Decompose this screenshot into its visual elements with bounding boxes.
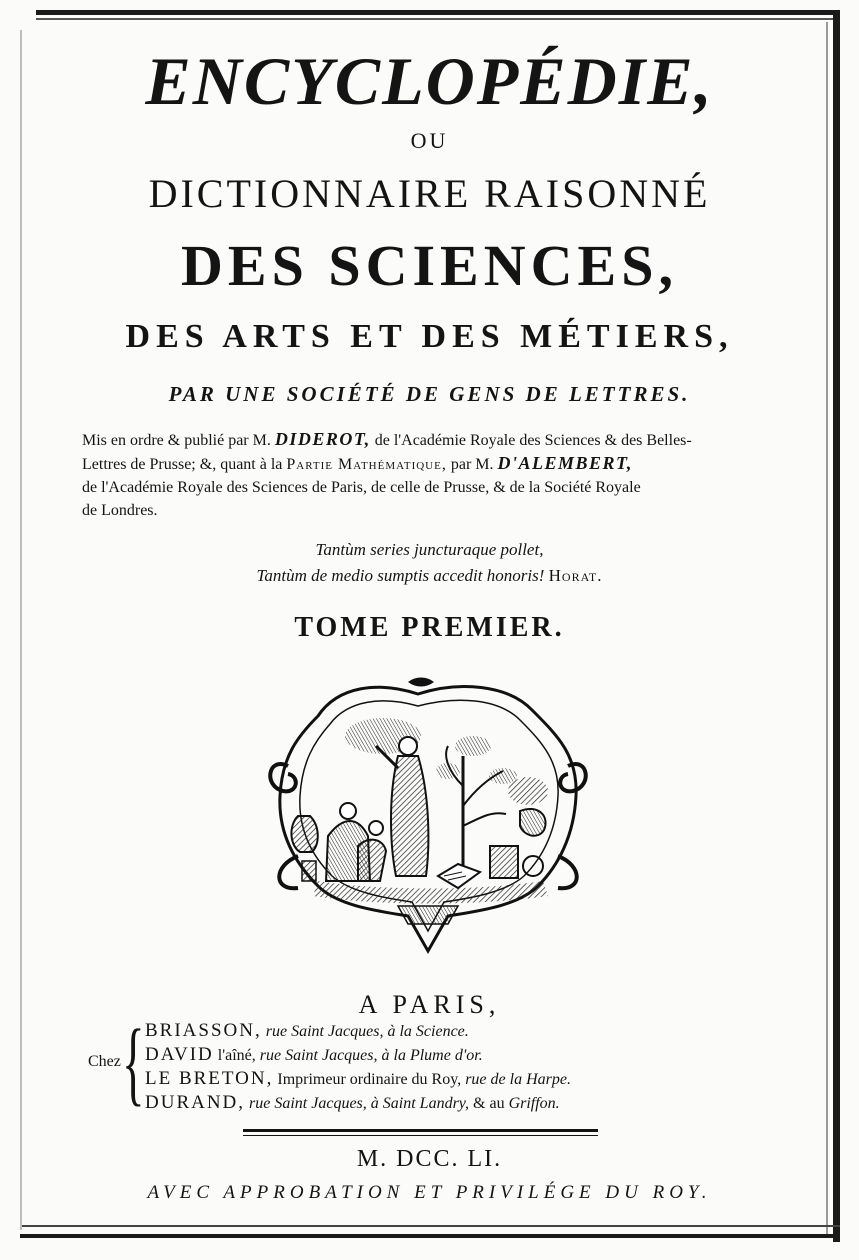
editorial-text: par M. [446, 456, 498, 473]
publisher-name: LE BRETON, [145, 1068, 274, 1089]
authors-line: PAR UNE SOCIÉTÉ DE GENS DE LETTRES. [168, 382, 691, 406]
epigraph-source: Horat. [548, 566, 603, 585]
subtitle-dictionnaire: DICTIONNAIRE RAISONNÉ [148, 171, 711, 216]
conjunction: OU [410, 128, 449, 153]
publisher-line [145, 1044, 483, 1066]
publisher-line [145, 1068, 571, 1090]
publisher-name: DAVID [145, 1044, 214, 1065]
publisher-address: rue Saint Jacques, à la Plume d'or. [255, 1047, 483, 1064]
publishers-prefix: Chez [88, 1053, 121, 1070]
editorial-text: de l'Académie Royale des Sciences & des Belles- [370, 432, 692, 449]
publisher-address: rue de la Harpe. [461, 1071, 571, 1088]
editor-name-dalembert: D'ALEMBERT, [497, 453, 633, 473]
epigraph-line-2 [0, 566, 859, 586]
publisher-address-continued: Griffon. [504, 1095, 560, 1112]
editorial-line-3: de l'Académie Royale des Sciences de Paris, de celle de Prusse, & de la Société Royale [82, 479, 641, 496]
scan-edge-bottom [20, 1234, 840, 1238]
partie-mathematique: Partie Mathématique, [286, 456, 447, 473]
scan-edge-top-inner [36, 18, 836, 20]
editorial-line-4: de Londres. [82, 502, 158, 519]
publisher-detail: & au [469, 1095, 505, 1112]
place-of-publication: A PARIS, [358, 990, 501, 1019]
epigraph-text: Tantùm de medio sumptis accedit honoris! [256, 566, 545, 585]
publisher-name: DURAND, [145, 1092, 246, 1113]
volume-label: TOME PREMIER. [294, 612, 565, 643]
publisher-detail: Imprimeur ordinaire du Roy, [273, 1071, 462, 1088]
subtitle-arts-metiers: DES ARTS ET DES MÉTIERS, [125, 318, 734, 355]
scan-edge-bottom-inner [20, 1225, 840, 1227]
editor-name-diderot: DIDEROT, [274, 429, 371, 449]
allegorical-vignette-icon [258, 676, 598, 966]
editorial-text: Mis en ordre & publié par M. [82, 432, 275, 449]
editorial-line-1 [82, 428, 802, 452]
editorial-paragraph [82, 428, 802, 522]
double-rule-thick [243, 1129, 598, 1132]
publisher-address: rue Saint Jacques, à Saint Landry, [245, 1095, 470, 1112]
publisher-line [145, 1092, 560, 1114]
royal-privilege: AVEC APPROBATION ET PRIVILÉGE DU ROY. [147, 1182, 712, 1203]
publisher-address: rue Saint Jacques, à la Science. [261, 1023, 469, 1040]
publication-year: M. DCC. LI. [356, 1146, 503, 1172]
subtitle-sciences: DES SCIENCES, [181, 233, 678, 298]
editorial-line-2 [82, 452, 802, 476]
publisher-name: BRIASSON, [145, 1020, 262, 1041]
publisher-line [145, 1020, 469, 1042]
epigraph-line-1: Tantùm series juncturaque pollet, [315, 540, 544, 559]
double-rule-thin [243, 1135, 598, 1136]
main-title: ENCYCLOPÉDIE, [145, 43, 714, 119]
editorial-text: Lettres de Prusse; &, quant à la [82, 456, 287, 473]
publisher-detail: l'aîné, [213, 1047, 256, 1064]
scan-edge-top [36, 10, 836, 15]
publishers-brace-icon: { [122, 1011, 145, 1115]
